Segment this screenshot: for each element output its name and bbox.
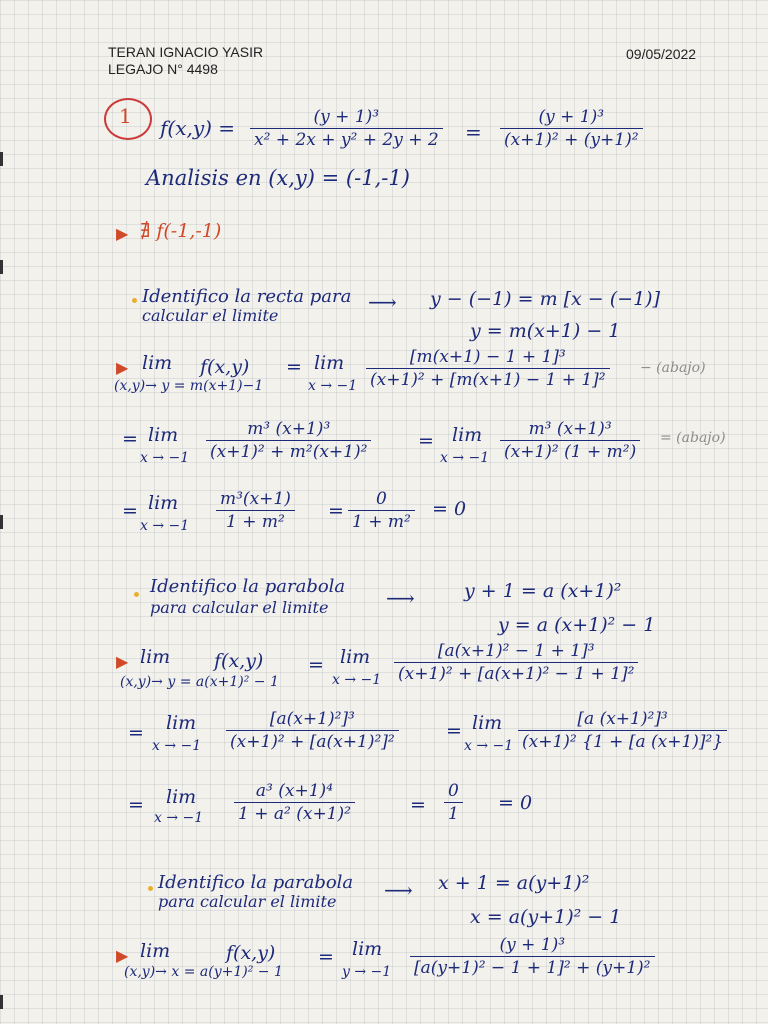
denominator: 1 + m² [352,512,411,533]
lim-subscript: x → −1 [154,810,204,826]
right-arrow-icon: ⟶ [384,878,413,902]
margin-note: = (abajo) [660,430,726,446]
equals-sign: = [308,654,324,676]
numerator: (y + 1)³ [499,935,566,955]
lim-label: lim [166,786,197,808]
denominator: (x+1)² + (y+1)² [504,130,639,151]
denominator: (x+1)² + m²(x+1)² [210,442,368,463]
line-label-2: calcular el limite [142,306,279,325]
line-result: = 0 [432,498,467,520]
binder-hole [0,515,3,529]
equals-sign: = [318,946,334,968]
lim-label: lim [148,492,179,514]
line-step-3 [500,418,640,463]
function-fraction [250,106,443,151]
equals-sign: = [122,428,138,450]
lim-subscript: x → −1 [152,738,202,754]
parabola2-equation-2: x = a(y+1)² − 1 [470,906,622,928]
function-label: f(x,y) [200,356,250,378]
numerator: [a (x+1)²]³ [577,709,668,729]
binder-hole [0,260,3,274]
numerator: (y + 1)³ [313,107,380,127]
line-equation-2: y = m(x+1) − 1 [470,320,621,342]
denominator: x² + 2x + y² + 2y + 2 [254,130,439,151]
numerator: m³ (x+1)³ [528,419,612,439]
lim-subscript: (x,y)→ x = a(y+1)² − 1 [124,964,283,980]
lim-subscript: x → −1 [332,672,382,688]
equals-sign: = [122,500,138,522]
numerator: 0 [448,781,459,801]
lim-label: lim [352,938,383,960]
numerator: [a(x+1)² − 1 + 1]³ [437,641,595,661]
equals-sign: = [446,720,462,742]
parabola1-step-4 [234,780,355,825]
lim-subscript: x → −1 [440,450,490,466]
denominator: (x+1)² {1 + [a (x+1)]²} [522,732,724,753]
lim-label: lim [314,352,345,374]
denominator: 1 + m² [226,512,285,533]
parabola1-equation-2: y = a (x+1)² − 1 [498,614,656,636]
right-arrow-icon: ⟶ [368,290,397,314]
equals-sign: = [328,500,344,522]
lim-label: lim [140,646,171,668]
parabola2-step-1 [410,934,655,979]
line-step-5 [348,488,415,533]
function-fraction-simplified [500,106,643,151]
line-step-2 [206,418,371,463]
lim-label: lim [140,940,171,962]
lim-label: lim [148,424,179,446]
analysis-heading: Analisis en (x,y) = (-1,-1) [146,166,410,190]
denominator: (x+1)² + [a(x+1)²]² [230,732,395,753]
lim-label: lim [142,352,173,374]
denominator: [a(y+1)² − 1 + 1]² + (y+1)² [414,958,651,979]
equals-sign: = [418,430,434,452]
margin-note: − (abajo) [640,360,706,376]
numerator: 0 [375,489,387,509]
binder-hole [0,995,3,1009]
line-label-1: Identifico la recta para [142,286,352,307]
lim-label: lim [472,712,503,734]
lim-subscript: x → −1 [140,518,190,534]
equals-sign: = [410,794,426,816]
lim-subscript: x → −1 [140,450,190,466]
exercise-number: 1 [119,104,132,128]
numerator: [a(x+1)²]³ [269,709,355,729]
binder-hole [0,152,3,166]
function-label: f(x,y) = [160,116,236,140]
date: 09/05/2022 [626,46,697,62]
equals-sign: = [128,722,144,744]
student-legajo: LEGAJO N° 4498 [108,61,218,77]
equals-sign: = [128,794,144,816]
parabola1-label-2: para calcular el limite [150,598,329,617]
parabola1-step-3 [518,708,727,753]
parabola1-label-1: Identifico la parabola [150,576,346,597]
parabola1-equation-1: y + 1 = a (x+1)² [464,580,622,602]
line-equation-1: y − (−1) = m [x − (−1)] [430,288,660,310]
arrow-marker-icon: ▶ [116,358,129,377]
denominator: (x+1)² + [m(x+1) − 1 + 1]² [370,370,606,391]
line-step-1 [366,346,610,391]
denominator: (x+1)² (1 + m²) [504,442,637,463]
not-exists-statement: ∄ f(-1,-1) [140,220,222,242]
parabola1-step-2 [226,708,399,753]
parabola1-result: = 0 [498,792,533,814]
denominator: 1 [448,804,459,825]
lim-label: lim [340,646,371,668]
parabola2-label-1: Identifico la parabola [158,872,354,893]
parabola2-equation-1: x + 1 = a(y+1)² [438,872,590,894]
equals-sign: = [286,356,302,378]
lim-label: lim [452,424,483,446]
numerator: (y + 1)³ [538,107,605,127]
lim-subscript: x → −1 [464,738,514,754]
parabola1-step-5 [444,780,463,825]
line-step-4 [216,488,295,533]
parabola2-label-2: para calcular el limite [158,892,337,911]
equals-sign: = [465,120,482,144]
lim-label: lim [166,712,197,734]
denominator: 1 + a² (x+1)² [238,804,351,825]
lim-subscript: (x,y)→ y = a(x+1)² − 1 [120,674,279,690]
arrow-marker-icon: ▶ [116,652,129,671]
numerator: a³ (x+1)⁴ [255,781,334,801]
lim-subscript: x → −1 [308,378,358,394]
bullet-dot [132,298,137,303]
denominator: (x+1)² + [a(x+1)² − 1 + 1]² [398,664,635,685]
student-name: TERAN IGNACIO YASIR [108,44,264,60]
bullet-dot [134,592,139,597]
bullet-dot [148,886,153,891]
numerator: [m(x+1) − 1 + 1]³ [409,347,566,367]
numerator: m³ (x+1)³ [247,419,331,439]
parabola1-step-1 [394,640,638,685]
right-arrow-icon: ⟶ [386,586,415,610]
arrow-marker-icon: ▶ [116,224,129,243]
lim-subscript: y → −1 [342,964,392,980]
numerator: m³(x+1) [220,489,291,509]
arrow-marker-icon: ▶ [116,946,129,965]
function-label: f(x,y) [214,650,264,672]
lim-subscript: (x,y)→ y = m(x+1)−1 [114,378,264,394]
function-label: f(x,y) [226,942,276,964]
